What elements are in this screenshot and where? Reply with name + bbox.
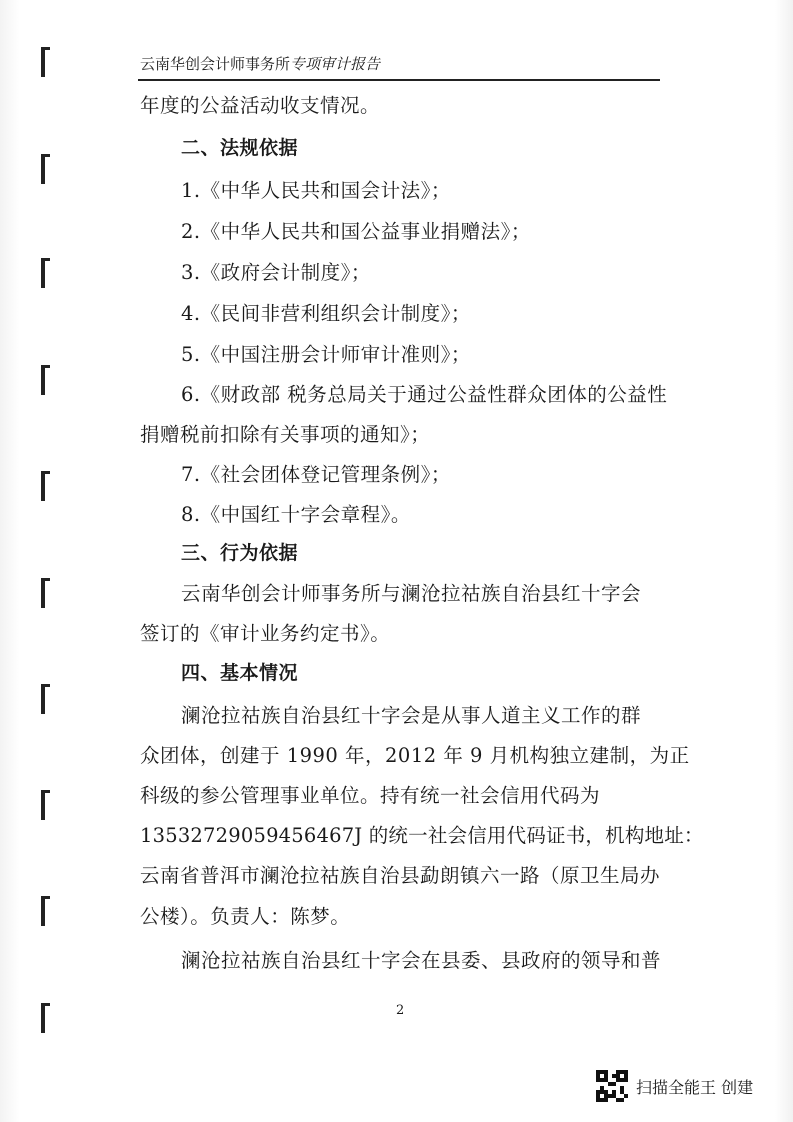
- firm-name: 云南华创会计师事务所: [140, 55, 291, 73]
- body-line: 公楼）。负责人：陈梦。: [140, 905, 351, 928]
- report-type: 专项审计报告: [290, 55, 381, 73]
- binding-mark: [41, 154, 45, 184]
- scanner-label: 扫描全能王 创建: [636, 1077, 754, 1097]
- body-line: 澜沧拉祜族自治县红十字会是从事人道主义工作的群: [181, 704, 642, 727]
- law-item: 8.《中国红十字会章程》。: [181, 503, 411, 526]
- page-number: 2: [396, 1003, 405, 1018]
- law-item: 4.《民间非营利组织会计制度》；: [181, 302, 471, 325]
- body-line: 澜沧拉祜族自治县红十字会在县委、县政府的领导和普: [181, 949, 662, 972]
- section-heading-regulations: 二、法规依据: [181, 137, 299, 159]
- binding-mark: [41, 471, 45, 501]
- running-header: [140, 53, 380, 74]
- body-line: 年度的公益活动收支情况。: [140, 94, 381, 117]
- law-item-continuation: 捐赠税前扣除有关事项的通知》；: [140, 423, 431, 446]
- binding-mark: [41, 365, 45, 395]
- binding-mark: [41, 896, 45, 926]
- binding-mark: [41, 684, 45, 714]
- section-heading-basis: 三、行为依据: [181, 542, 299, 564]
- body-line: 科级的参公管理事业单位。持有统一社会信用代码为: [140, 784, 601, 807]
- law-item: 7.《社会团体登记管理条例》；: [181, 463, 451, 486]
- binding-mark: [41, 578, 45, 608]
- law-item: 6.《财政部 税务总局关于通过公益性群众团体的公益性: [181, 383, 668, 406]
- section-heading-basic-info: 四、基本情况: [181, 662, 299, 684]
- body-line: 签订的《审计业务约定书》。: [140, 622, 391, 645]
- header-rule: [138, 79, 660, 81]
- body-line: 云南华创会计师事务所与澜沧拉祜族自治县红十字会: [181, 582, 642, 605]
- law-item: 1.《中华人民共和国会计法》；: [181, 179, 451, 202]
- law-item: 2.《中华人民共和国公益事业捐赠法》；: [181, 220, 531, 243]
- binding-mark: [41, 790, 45, 820]
- binding-mark: [41, 258, 45, 288]
- body-line: 云南省普洱市澜沧拉祜族自治县勐朗镇六一路（原卫生局办: [140, 864, 661, 887]
- qr-code-icon: [596, 1070, 628, 1102]
- body-line: 13532729059456467J 的统一社会信用代码证书，机构地址：: [140, 824, 704, 847]
- binding-mark: [41, 47, 45, 77]
- binding-mark: [41, 1003, 45, 1033]
- law-item: 5.《中国注册会计师审计准则》；: [181, 343, 471, 366]
- scanner-watermark: [596, 1070, 753, 1102]
- law-item: 3.《政府会计制度》；: [181, 261, 371, 284]
- body-line: 众团体，创建于 1990 年，2012 年 9 月机构独立建制，为正: [140, 744, 690, 767]
